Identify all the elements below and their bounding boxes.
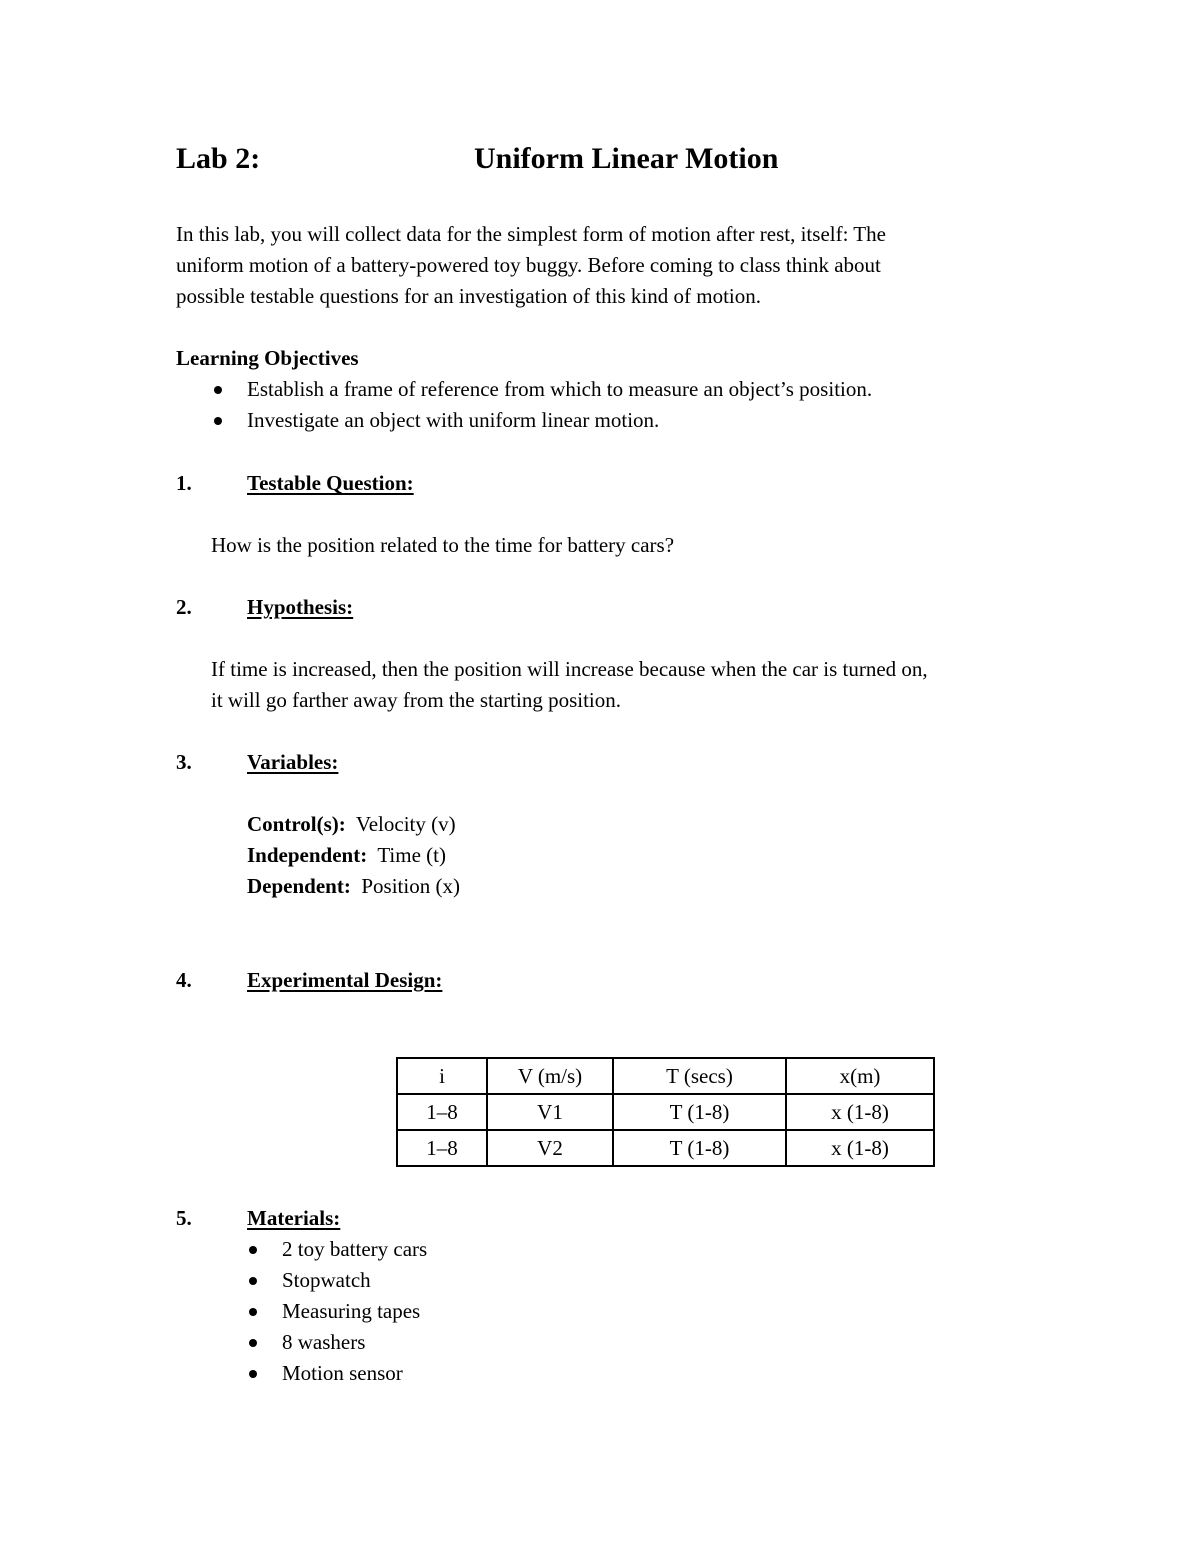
lab-title: Uniform Linear Motion: [474, 142, 779, 175]
material-item: 8 washers: [282, 1327, 427, 1358]
variable-dependent: [247, 871, 460, 902]
testable-question-text: How is the position related to the time for battery cars?: [211, 533, 675, 557]
intro-line-2: uniform motion of a battery-powered toy buggy. Before coming to class think about: [176, 253, 881, 277]
table-cell: x (1-8): [786, 1130, 934, 1166]
intro-line-1: In this lab, you will collect data for the simplest form of motion after rest, itself: The: [176, 222, 886, 246]
hypothesis-line-2: it will go farther away from the starting position.: [211, 688, 621, 712]
independent-label: Independent:: [247, 843, 368, 867]
dependent-value: Position (x): [361, 874, 460, 898]
intro-line-3: possible testable questions for an investigation of this kind of motion.: [176, 284, 762, 308]
table-header-cell: x(m): [786, 1058, 934, 1094]
section-4-number: 4.: [176, 968, 192, 992]
objectives-list: [247, 374, 872, 436]
bullet-icon: [249, 1308, 257, 1316]
table-header-cell: V (m/s): [487, 1058, 613, 1094]
dependent-label: Dependent:: [247, 874, 351, 898]
section-5-number: 5.: [176, 1206, 192, 1230]
section-3-number: 3.: [176, 750, 192, 774]
control-value: Velocity (v): [355, 812, 456, 836]
material-item: 2 toy battery cars: [282, 1234, 427, 1265]
section-4-heading: Experimental Design:: [247, 968, 443, 992]
variable-independent: [247, 840, 446, 871]
materials-list: [282, 1234, 427, 1389]
section-1-number: 1.: [176, 471, 192, 495]
table-header-row: [397, 1058, 934, 1094]
bullet-icon: [214, 417, 222, 425]
table-row: [397, 1130, 934, 1166]
section-2-number: 2.: [176, 595, 192, 619]
table-cell: V2: [487, 1130, 613, 1166]
table-cell: V1: [487, 1094, 613, 1130]
table-cell: 1–8: [397, 1094, 487, 1130]
table-cell: x (1-8): [786, 1094, 934, 1130]
objective-item: Investigate an object with uniform linear motion.: [247, 405, 872, 436]
table-header-cell: T (secs): [613, 1058, 786, 1094]
experimental-design-table: [396, 1057, 935, 1167]
lab-number: Lab 2:: [176, 142, 261, 175]
table-header-cell: i: [397, 1058, 487, 1094]
table-cell: T (1-8): [613, 1094, 786, 1130]
table-cell: 1–8: [397, 1130, 487, 1166]
bullet-icon: [249, 1277, 257, 1285]
objective-item: Establish a frame of reference from which to measure an object’s position.: [247, 374, 872, 405]
variable-control: [247, 809, 456, 840]
section-5-heading: Materials:: [247, 1206, 341, 1230]
material-item: Motion sensor: [282, 1358, 427, 1389]
independent-value: Time (t): [377, 843, 446, 867]
bullet-icon: [249, 1370, 257, 1378]
table-row: [397, 1094, 934, 1130]
bullet-icon: [249, 1339, 257, 1347]
hypothesis-line-1: If time is increased, then the position will increase because when the car is turned on,: [211, 657, 928, 681]
section-3-heading: Variables:: [247, 750, 339, 774]
bullet-icon: [249, 1246, 257, 1254]
objectives-heading: Learning Objectives: [176, 346, 359, 370]
material-item: Stopwatch: [282, 1265, 427, 1296]
control-label: Control(s):: [247, 812, 346, 836]
material-item: Measuring tapes: [282, 1296, 427, 1327]
bullet-icon: [214, 386, 222, 394]
section-1-heading: Testable Question:: [247, 471, 414, 495]
section-2-heading: Hypothesis:: [247, 595, 354, 619]
table-cell: T (1-8): [613, 1130, 786, 1166]
